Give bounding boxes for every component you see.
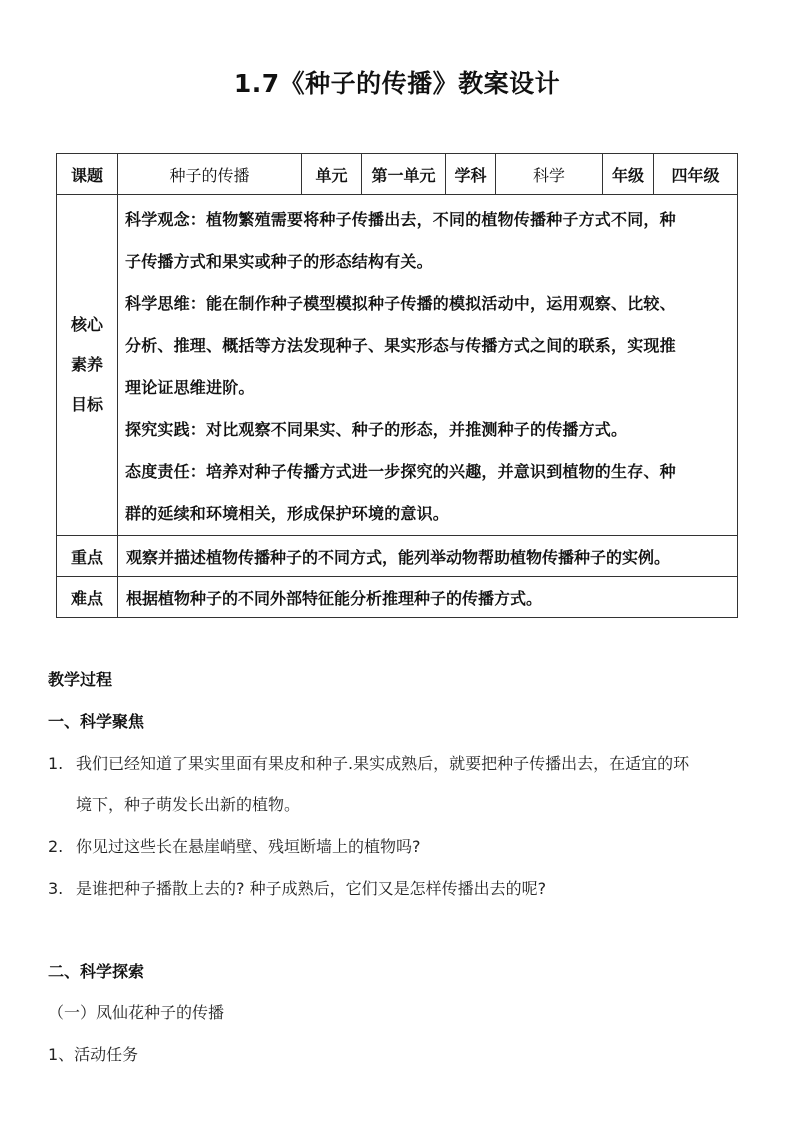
process-heading: 教学过程 (48, 670, 113, 689)
topic-value: 种子的传播 (118, 154, 302, 195)
list-number: 1. (48, 754, 64, 773)
section-2-title: 二、科学探索 (48, 962, 145, 981)
table-header-row (57, 154, 738, 195)
core-line: 理论证思维进阶。 (125, 378, 255, 397)
subsection-title: （一）凤仙花种子的传播 (48, 1003, 225, 1022)
core-goals-label (57, 195, 118, 536)
list-number: 3. (48, 879, 64, 898)
document-title: 1.7《种子的传播》教案设计 (233, 69, 561, 98)
lesson-info-table (56, 153, 738, 618)
list-text: 我们已经知道了果实里面有果皮和种子.果实成熟后，就要把种子传播出去，在适宜的环 (76, 754, 690, 773)
core-line: 科学观念：植物繁殖需要将种子传播出去，不同的植物传播种子方式不同，种 (125, 210, 676, 229)
list-item (48, 751, 689, 774)
core-goals-content (118, 195, 738, 536)
subject-label: 学科 (446, 154, 496, 195)
list-item (48, 876, 546, 899)
list-item (48, 834, 421, 857)
core-line: 态度责任：培养对种子传播方式进一步探究的兴趣，并意识到植物的生存、种 (125, 462, 676, 481)
list-text: 是谁把种子播散上去的? 种子成熟后，它们又是怎样传播出去的呢? (76, 879, 547, 898)
difficulty-row (57, 577, 738, 618)
key-point-label: 重点 (57, 536, 118, 577)
core-line: 科学思维：能在制作种子模型模拟种子传播的模拟活动中，运用观察、比较、 (125, 294, 676, 313)
core-line: 分析、推理、概括等方法发现种子、果实形态与传播方式之间的联系，实现推 (125, 336, 676, 355)
unit-label: 单元 (302, 154, 362, 195)
core-line: 群的延续和环境相关，形成保护环境的意识。 (125, 504, 450, 523)
core-label-line: 目标 (70, 395, 103, 414)
core-goals-row (57, 195, 738, 536)
subject-value: 科学 (496, 154, 603, 195)
difficulty-label: 难点 (57, 577, 118, 618)
key-point-row (57, 536, 738, 577)
list-text: 你见过这些长在悬崖峭壁、残垣断墙上的植物吗? (76, 837, 421, 856)
activity-title: 1、活动任务 (48, 1045, 139, 1064)
core-label-line: 核心 (70, 315, 103, 334)
unit-value: 第一单元 (362, 154, 446, 195)
core-line: 子传播方式和果实或种子的形态结构有关。 (125, 252, 433, 271)
list-number: 2. (48, 837, 64, 856)
difficulty-text: 根据植物种子的不同外部特征能分析推理种子的传播方式。 (118, 577, 738, 618)
list-item-continuation: 境下，种子萌发长出新的植物。 (76, 795, 301, 814)
topic-label: 课题 (57, 154, 118, 195)
grade-label: 年级 (603, 154, 654, 195)
core-label-line: 素养 (70, 355, 103, 374)
key-point-text: 观察并描述植物传播种子的不同方式，能列举动物帮助植物传播种子的实例。 (118, 536, 738, 577)
section-1-title: 一、科学聚焦 (48, 712, 145, 731)
core-line: 探究实践：对比观察不同果实、种子的形态，并推测种子的传播方式。 (125, 420, 628, 439)
grade-value: 四年级 (654, 154, 738, 195)
